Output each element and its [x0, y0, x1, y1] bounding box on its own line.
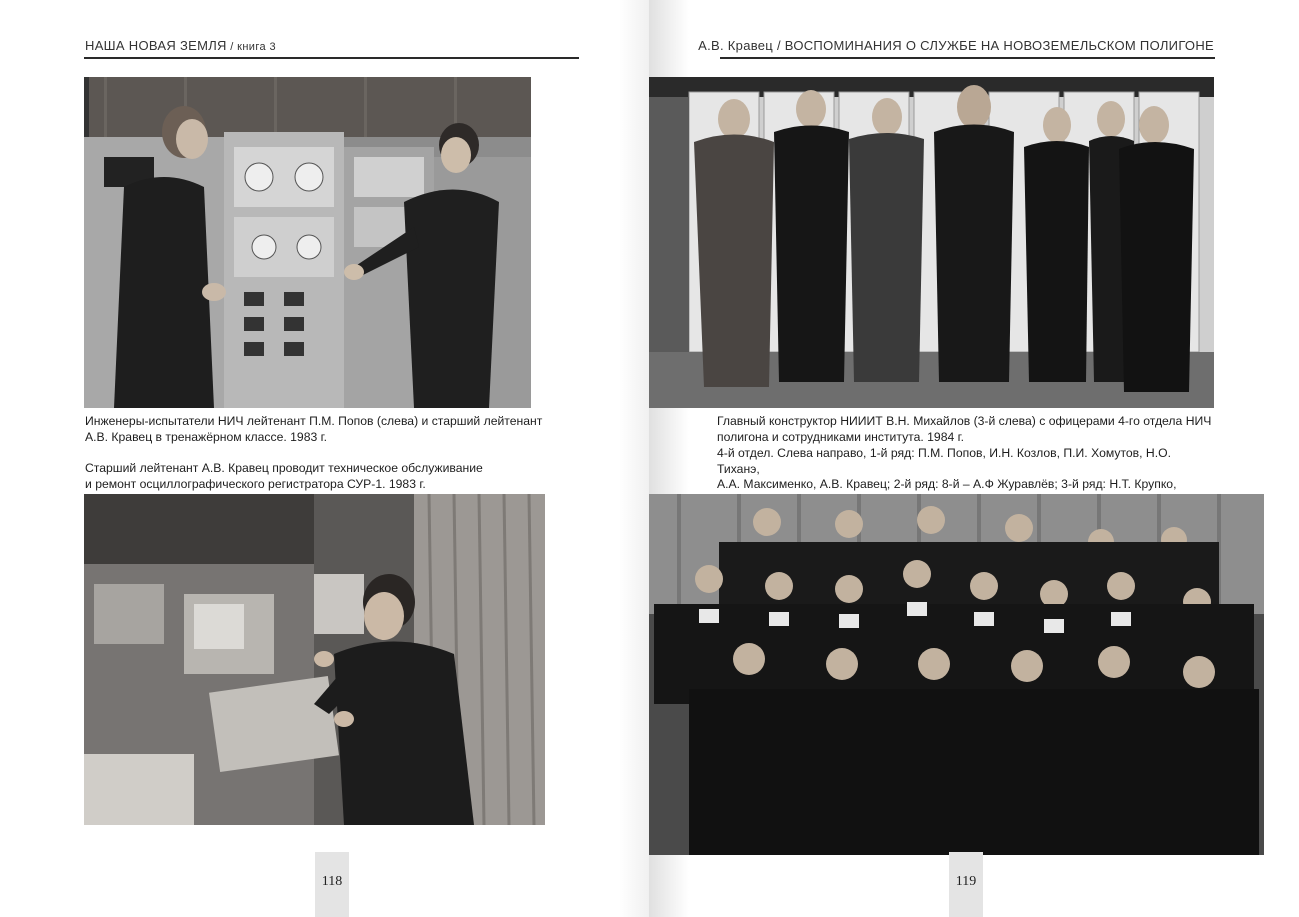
photo-recorder-repair — [84, 494, 545, 825]
left-page — [0, 0, 649, 917]
caption-line: полигона и сотрудниками института. 1984 г. — [717, 429, 964, 444]
author-name: А.В. Кравец — [698, 38, 774, 53]
page-number: 118 — [321, 874, 343, 889]
caption-line: Инженеры-испытатели НИЧ лейтенант П.М. Попов (слева) и старший лейтенант — [85, 414, 543, 428]
caption-line: и ремонт осциллографического регистратора СУР-1. 1983 г. — [85, 476, 426, 491]
caption-line: А.В. Кравец в тренажёрном классе. 1983 г. — [85, 429, 327, 444]
gutter-shadow — [619, 0, 649, 917]
book-volume: / книга 3 — [226, 41, 277, 53]
header-rule — [720, 57, 1215, 59]
caption-line: А.А. Максименко, А.В. Кравец; 2-й ряд: 8-й – А.Ф Журавлёв; 3-й ряд: Н.Т. Крупко, — [717, 477, 1177, 492]
book-title: НАША НОВАЯ ЗЕМЛЯ — [85, 38, 227, 53]
book-subtitle: / ВОСПОМИНАНИЯ О СЛУЖБЕ НА НОВОЗЕМЕЛЬСКОМ ПОЛИГОНЕ — [773, 38, 1214, 53]
caption-line: Старший лейтенант А.В. Кравец проводит техническое обслуживание — [85, 461, 483, 475]
header-rule — [84, 57, 579, 59]
caption-repair — [85, 461, 555, 492]
page-number: 119 — [955, 874, 977, 889]
running-head-right — [698, 38, 1214, 53]
photo-chief-designer-group — [649, 77, 1214, 408]
running-head-left — [85, 38, 276, 53]
caption-line: Главный конструктор НИИИТ В.Н. Михайлов (3-й слева) с офицерами 4-го отдела НИЧ — [717, 414, 1212, 428]
photo-training-class — [84, 77, 531, 408]
caption-chief-designer — [717, 414, 1217, 445]
caption-training-class — [85, 414, 555, 445]
photo-department-group — [649, 494, 1264, 855]
right-page — [649, 0, 1299, 917]
caption-line: 4-й отдел. Слева направо, 1-й ряд: П.М. Попов, И.Н. Козлов, П.И. Хомутов, Н.О. Тиханэ, — [717, 446, 1171, 476]
